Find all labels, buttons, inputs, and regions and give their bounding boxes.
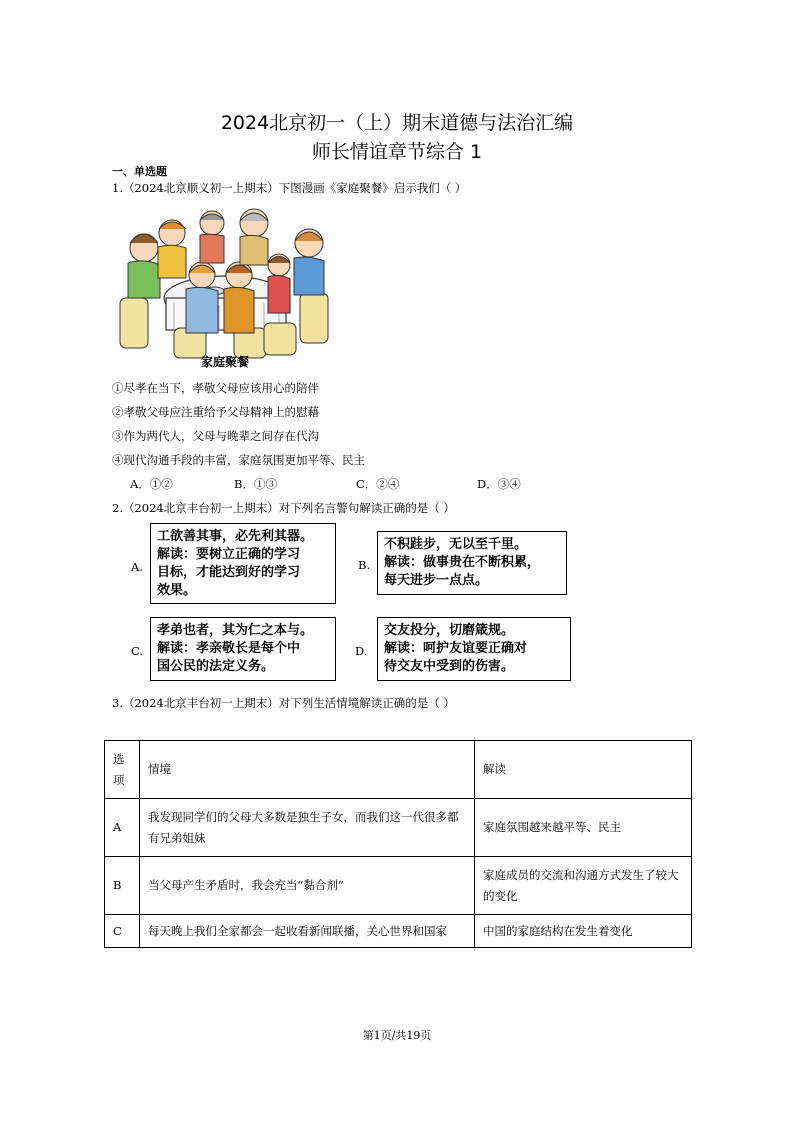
table-row: [105, 857, 692, 915]
q1-option-d: D．③④: [477, 477, 521, 491]
table-row: [105, 799, 692, 857]
question-3-stem: 3.（2024北京丰台初一上期末）对下列生活情境解读正确的是（ ）: [112, 696, 455, 710]
section-heading: 一、单选题: [112, 165, 167, 178]
q2-option-b-label: B.: [358, 558, 371, 572]
q2-b-line-3: 每天进步一点点。: [384, 573, 489, 588]
q2-b-line-2: 解读：做事贵在不断积累，: [384, 555, 541, 570]
row-b-option: B: [105, 857, 140, 915]
header-interpretation: 解读: [475, 741, 692, 799]
document-subtitle: 师长情谊章节综合 1: [311, 141, 483, 163]
q2-c-line-2: 解读：孝亲敬长是每个中: [157, 641, 301, 656]
header-option: 选项: [105, 741, 140, 799]
question-2-stem: 2.（2024北京丰台初一上期末）对下列名言警句解读正确的是（ ）: [112, 501, 455, 515]
q1-statement-4: ④现代沟通手段的丰富，家庭氛围更加平等、民主: [112, 453, 365, 467]
row-c-situation: 每天晚上我们全家都会一起收看新闻联播，关心世界和国家: [140, 915, 475, 948]
row-a-option: A: [105, 799, 140, 857]
family-dinner-cartoon: [114, 203, 336, 373]
q2-option-c-box: [150, 617, 336, 681]
q2-d-line-2: 解读：呵护友谊要正确对: [384, 641, 528, 656]
q2-a-line-2: 解读：要树立正确的学习: [157, 547, 301, 562]
q2-option-a-box: [150, 523, 336, 604]
q2-b-line-1: 不积跬步，无以至千里。: [384, 537, 528, 552]
q1-statement-2: ②孝敬父母应注重给予父母精神上的慰藉: [112, 405, 319, 419]
row-c-option: C: [105, 915, 140, 948]
row-b-interpretation: 家庭成员的交流和沟通方式发生了较大的变化: [475, 857, 692, 915]
row-a-interpretation: 家庭氛围越来越平等、民主: [475, 799, 692, 857]
q1-statement-3: ③作为两代人，父母与晚辈之间存在代沟: [112, 429, 319, 443]
row-b-situation: 当父母产生矛盾时，我会充当“黏合剂”: [140, 857, 475, 915]
q2-a-line-4: 效果。: [157, 583, 197, 598]
q1-option-a: A．①②: [130, 477, 173, 491]
table-header-row: [105, 741, 692, 799]
q2-option-d-box: [377, 617, 571, 681]
q1-statement-1: ①尽孝在当下，孝敬父母应该用心的陪伴: [112, 381, 319, 395]
table-row: [105, 915, 692, 948]
q2-c-line-3: 国公民的法定义务。: [157, 659, 275, 674]
row-a-situation: 我发现同学们的父母大多数是独生子女，而我们这一代很多都有兄弟姐妹: [140, 799, 475, 857]
q2-a-line-1: 工欲善其事，必先利其器。: [157, 529, 314, 544]
q1-option-b: B．①③: [234, 477, 277, 491]
cartoon-caption: 家庭聚餐: [200, 355, 250, 369]
q3-table: [104, 740, 692, 948]
question-1-stem: 1.（2024北京顺义初一上期末）下图漫画《家庭聚餐》启示我们（ ）: [112, 181, 467, 195]
q2-d-line-3: 待交友中受到的伤害。: [384, 659, 515, 674]
header-situation: 情境: [140, 741, 475, 799]
q2-option-c-label: C.: [131, 644, 144, 658]
q2-option-b-box: [377, 531, 567, 595]
row-c-interpretation: 中国的家庭结构在发生着变化: [475, 915, 692, 948]
q1-option-c: C．②④: [356, 477, 400, 491]
q2-c-line-1: 孝弟也者，其为仁之本与。: [157, 623, 314, 638]
document-title: 2024北京初一（上）期末道德与法治汇编: [220, 112, 574, 134]
q2-a-line-3: 目标，才能达到好的学习: [157, 565, 301, 580]
q2-option-d-label: D.: [355, 644, 368, 658]
page-footer: 第1页/共19页: [362, 1029, 432, 1042]
q2-d-line-1: 交友投分，切磨箴规。: [384, 623, 515, 638]
q2-option-a-label: A.: [131, 560, 143, 574]
